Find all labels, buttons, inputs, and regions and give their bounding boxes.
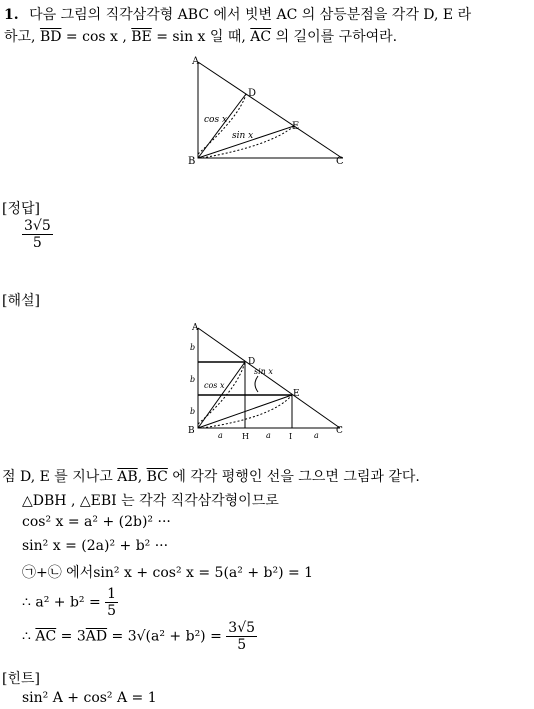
problem-line-1 bbox=[4, 4, 471, 24]
figure2-label-b1: b bbox=[190, 343, 196, 352]
bd-value: = cos x , bbox=[65, 29, 127, 45]
segment-ab: $\overline{AB}$ bbox=[117, 469, 138, 485]
figure1-bd bbox=[198, 94, 246, 158]
step6-segment-ac: $\overline{AC}$ bbox=[35, 628, 57, 645]
problem-text-1: 다음 그림의 직각삼각형 ABC 에서 빗변 AC 의 삼등분점을 각각 D, E 라 bbox=[29, 7, 472, 23]
answer-numerator: 3√5 bbox=[24, 218, 51, 234]
triangle-figure-2 bbox=[182, 320, 352, 444]
step6-root-expression: = 3√(a² + b²) = bbox=[111, 628, 222, 645]
figure2-label-d: D bbox=[248, 357, 256, 367]
be-value: = sin x 일 때, bbox=[156, 29, 246, 45]
figure2-label-a1: a bbox=[218, 431, 223, 440]
triangle-figure-1 bbox=[180, 54, 360, 174]
step6-numerator: 3√5 bbox=[228, 620, 256, 636]
solution-intro-post: 에 각각 평행인 선을 그으면 그림과 같다. bbox=[172, 469, 420, 485]
segment-be: $\overline{BE}$ bbox=[131, 29, 152, 45]
solution-step-4: ㉠+㉡ 에서sin² x + cos² x = 5(a² + b²) = 1 bbox=[22, 565, 314, 581]
figure2-label-sin: sin x bbox=[254, 367, 273, 376]
step6-equals-three: = 3 bbox=[60, 628, 86, 645]
figure1-hypotenuse bbox=[198, 62, 342, 158]
solution-intro bbox=[2, 466, 420, 486]
segment-bc: $\overline{BC}$ bbox=[146, 469, 168, 485]
step5-denominator: 5 bbox=[107, 603, 117, 619]
hint-heading: [힌트] bbox=[2, 671, 40, 687]
solution-step-6 bbox=[22, 620, 257, 653]
solution-step-5 bbox=[22, 586, 118, 619]
figure2-label-h: H bbox=[242, 432, 249, 441]
figure2-label-a2: a bbox=[266, 431, 271, 440]
step6-segment-ad: $\overline{AD}$ bbox=[85, 628, 108, 645]
figure2-label-a3: a bbox=[314, 431, 319, 440]
figure2-hypotenuse bbox=[198, 328, 340, 428]
problem-number: 1. bbox=[4, 7, 19, 23]
figure2-label-i: I bbox=[289, 432, 293, 441]
solution-step-1: △DBH , △EBI 는 각각 직각삼각형이므로 bbox=[22, 493, 279, 509]
problem-text-2b: 의 길이를 구하여라. bbox=[275, 29, 398, 45]
figure2-label-b3: b bbox=[190, 407, 196, 416]
figure2-label-c: C bbox=[336, 426, 343, 436]
solution-step-2: cos² x = a² + (2b)² ··· bbox=[22, 514, 171, 530]
figure2-sin-pointer bbox=[255, 376, 258, 392]
solution-comma: , bbox=[137, 469, 143, 485]
answer-denominator: 5 bbox=[32, 235, 42, 251]
figure1-label-d: D bbox=[248, 88, 257, 99]
step5-numerator: 1 bbox=[107, 586, 117, 602]
segment-bd: $\overline{BD}$ bbox=[39, 29, 62, 45]
solution-intro-pre: 점 D, E 를 지나고 bbox=[2, 469, 113, 485]
figure2-label-b: B bbox=[188, 426, 195, 436]
figure2-label-cos: cos x bbox=[204, 381, 225, 390]
solution-step-3: sin² x = (2a)² + b² ··· bbox=[22, 538, 169, 554]
figure1-label-cos: cos x bbox=[204, 115, 228, 125]
answer-heading: [정답] bbox=[2, 201, 40, 217]
figure1-label-e: E bbox=[292, 121, 300, 132]
step6-denominator: 5 bbox=[237, 637, 247, 653]
step6-therefore: ∴ bbox=[22, 628, 31, 645]
problem-text-2a: 하고, bbox=[4, 29, 36, 45]
solution-step-5-text: ∴ a² + b² = bbox=[22, 594, 101, 611]
figure2-label-a: A bbox=[192, 323, 199, 333]
figure1-label-b: B bbox=[188, 156, 196, 167]
figure1-label-a: A bbox=[192, 56, 200, 67]
hint-formula: sin² A + cos² A = 1 bbox=[22, 690, 157, 706]
figure2-label-b2: b bbox=[190, 375, 196, 384]
figure1-label-c: C bbox=[336, 156, 344, 167]
figure1-label-sin: sin x bbox=[232, 131, 254, 141]
segment-ac: $\overline{AC}$ bbox=[250, 29, 272, 45]
problem-line-2 bbox=[4, 26, 397, 46]
figure2-label-e: E bbox=[293, 389, 300, 399]
answer-fraction bbox=[22, 218, 53, 251]
solution-heading: [해설] bbox=[2, 293, 40, 309]
